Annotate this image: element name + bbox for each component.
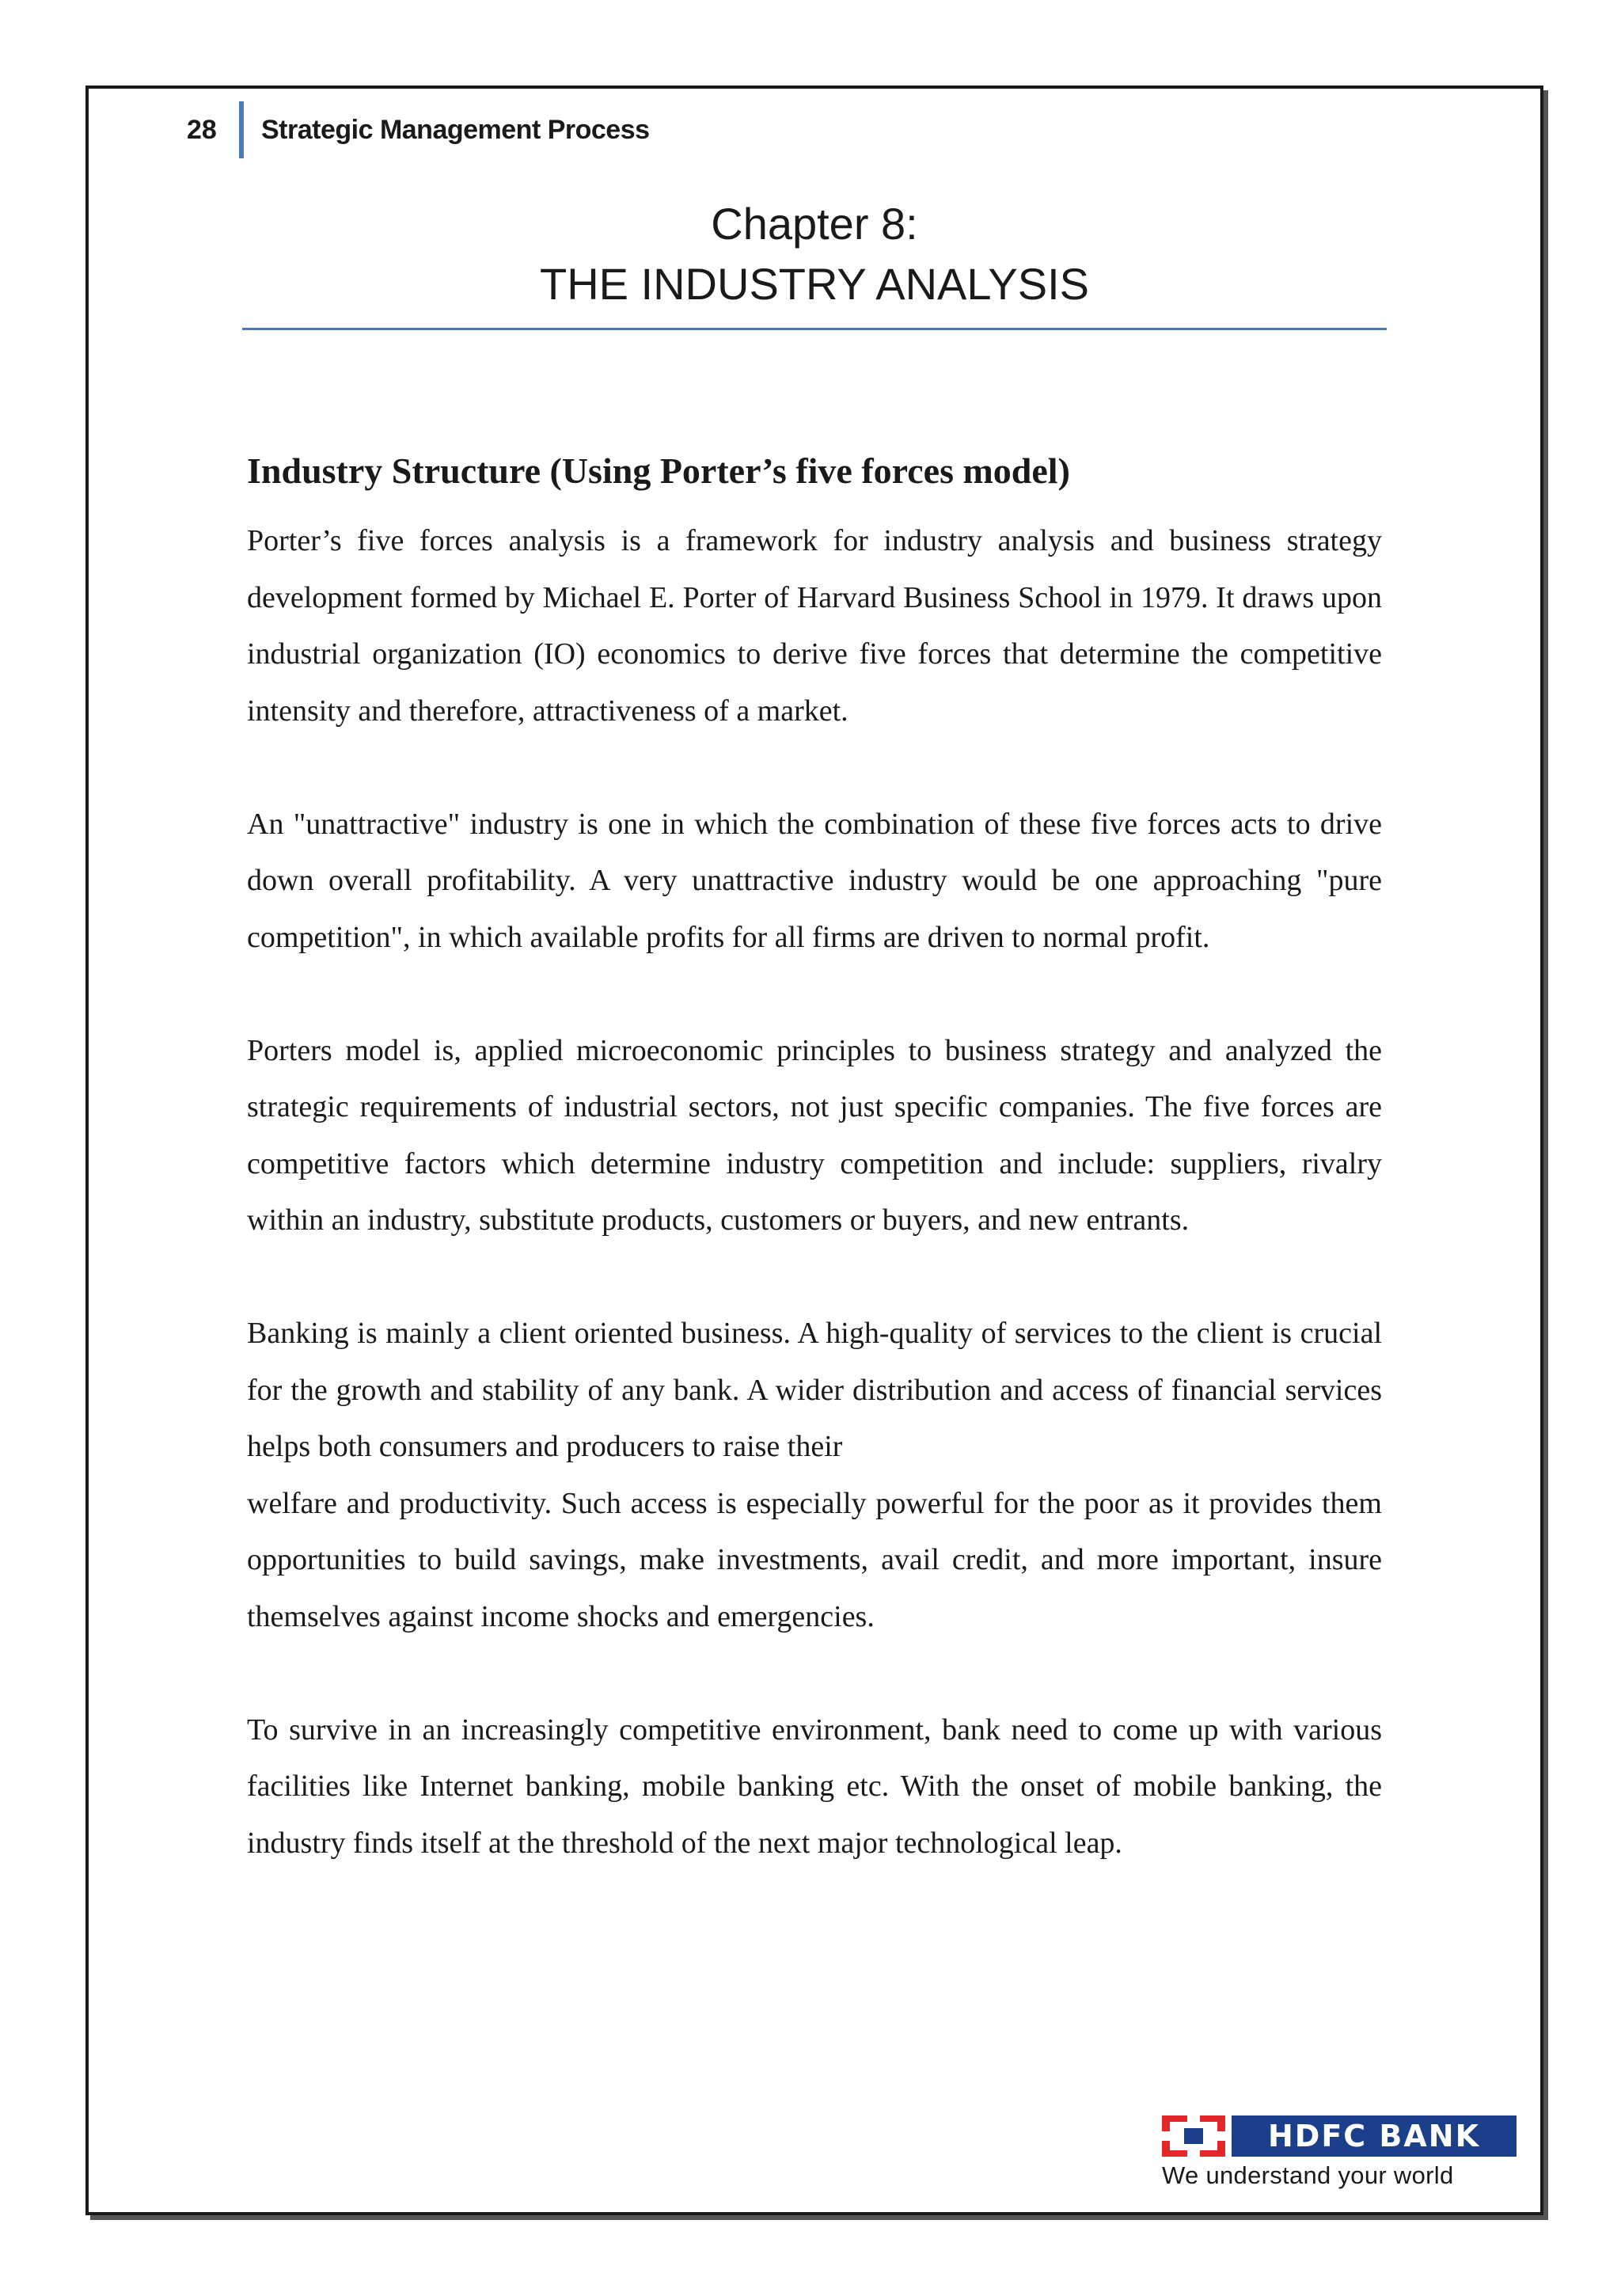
hdfc-logo-icon [1162, 2115, 1225, 2157]
paragraph-competitive-environment: To survive in an increasingly competitive environment, bank need to come up with various facilities like Internet banking, mobile banking etc. With the onset of mobile banking, the industry finds itself at the threshold of the next major technological leap. [247, 1712, 1382, 1860]
body-content [247, 443, 1382, 1929]
paragraph-porters-model: Porters model is, applied microeconomic principles to business strategy and analyzed the strategic requirements of industrial sectors, not just specific companies. The five forces are competitive factors which determine industry competition and include: suppliers, rivalry within an industry, substitute products, customers or buyers, and new entrants. [247, 1033, 1382, 1237]
paragraph-porter-intro: Porter’s five forces analysis is a framework for industry analysis and business strategy development formed by Michael E. Porter of Harvard Business School in 1979. It draws upon industrial organization (IO) economics to derive five forces that determine the competitive intensity and therefore, attractiveness of a market. [247, 524, 1382, 728]
paragraph-unattractive-industry: An "unattractive" industry is one in which the combination of these five forces acts to drive down overall profitability. A very unattractive industry would be one approaching "pure competition", in which available profits for all firms are driven to normal profit. [247, 807, 1382, 954]
running-header [187, 101, 650, 158]
logo-tagline: We understand your world [1162, 2161, 1454, 2189]
section-heading: Industry Structure (Using Porter’s five forces model) [247, 450, 1070, 491]
chapter-name: THE INDUSTRY ANALYSIS [540, 259, 1089, 309]
page-number: 28 [187, 114, 217, 145]
chapter-number: Chapter 8: [711, 199, 918, 249]
chapter-title [242, 194, 1387, 314]
running-title: Strategic Management Process [261, 114, 650, 145]
chapter-rule [242, 328, 1387, 330]
hdfc-bank-logo [1162, 2114, 1517, 2190]
paragraph-banking-welfare: welfare and productivity. Such access is especially powerful for the poor as it provides them opportunities to build savings, make investments, avail credit, and more important, insure themselves against income shocks and emergencies. [247, 1486, 1382, 1633]
logo-name: HDFC BANK [1232, 2115, 1517, 2157]
paragraph-banking-client: Banking is mainly a client oriented business. A high-quality of services to the client is crucial for the growth and stability of any bank. A wider distribution and access of financial services helps both consumers and producers to raise their [247, 1317, 1382, 1463]
header-divider [239, 101, 244, 158]
